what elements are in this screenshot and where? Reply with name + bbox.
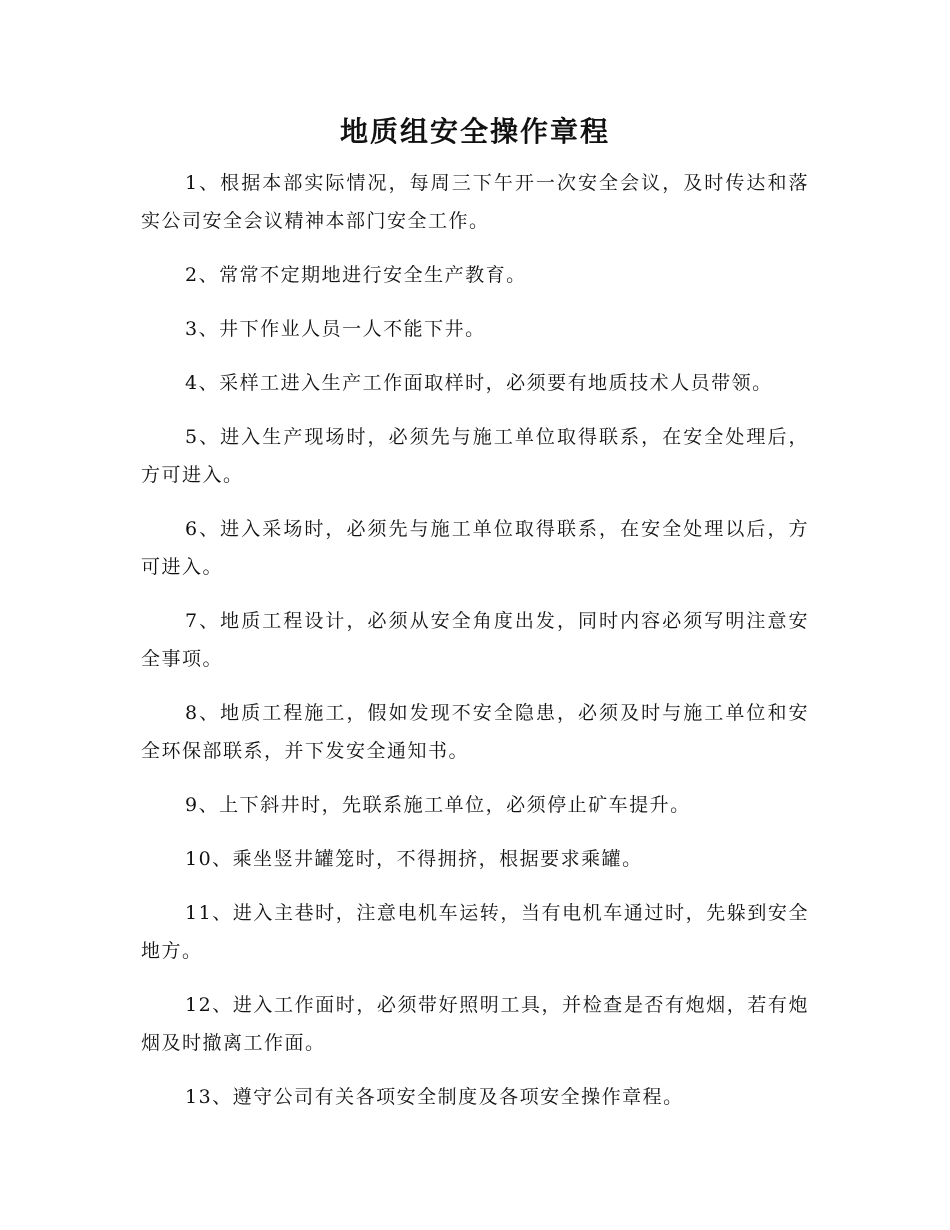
paragraph-1: 1、根据本部实际情况，每周三下午开一次安全会议，及时传达和落实公司安全会议精神本部门安全工作。: [141, 172, 809, 232]
paragraph-11: 11、进入主巷时，注意电机车运转，当有电机车通过时，先躲到安全地方。: [141, 902, 809, 962]
paragraph-12: 12、进入工作面时，必须带好照明工具，并检查是否有炮烟，若有炮烟及时撤离工作面。: [141, 994, 809, 1054]
paragraph-6: 6、进入采场时，必须先与施工单位取得联系，在安全处理以后，方可进入。: [141, 518, 809, 578]
paragraph-13: 13、遵守公司有关各项安全制度及各项安全操作章程。: [185, 1086, 684, 1108]
paragraph-10: 10、乘坐竖井罐笼时，不得拥挤，根据要求乘罐。: [185, 848, 643, 870]
paragraph-3: 3、井下作业人员一人不能下井。: [185, 318, 486, 340]
paragraph-2: 2、常常不定期地进行安全生产教育。: [185, 264, 527, 286]
paragraph-8: 8、地质工程施工，假如发现不安全隐患，必须及时与施工单位和安全环保部联系，并下发安全通知书。: [141, 702, 809, 762]
document-body: [141, 164, 809, 1132]
paragraph-9: 9、上下斜井时，先联系施工单位，必须停止矿车提升。: [185, 794, 691, 816]
paragraph-5: 5、进入生产现场时，必须先与施工单位取得联系，在安全处理后，方可进入。: [141, 426, 809, 486]
paragraph-4: 4、采样工进入生产工作面取样时，必须要有地质技术人员带领。: [185, 372, 773, 394]
paragraph-7: 7、地质工程设计，必须从安全角度出发，同时内容必须写明注意安全事项。: [141, 610, 809, 670]
document-title: 地质组安全操作章程: [339, 115, 610, 148]
